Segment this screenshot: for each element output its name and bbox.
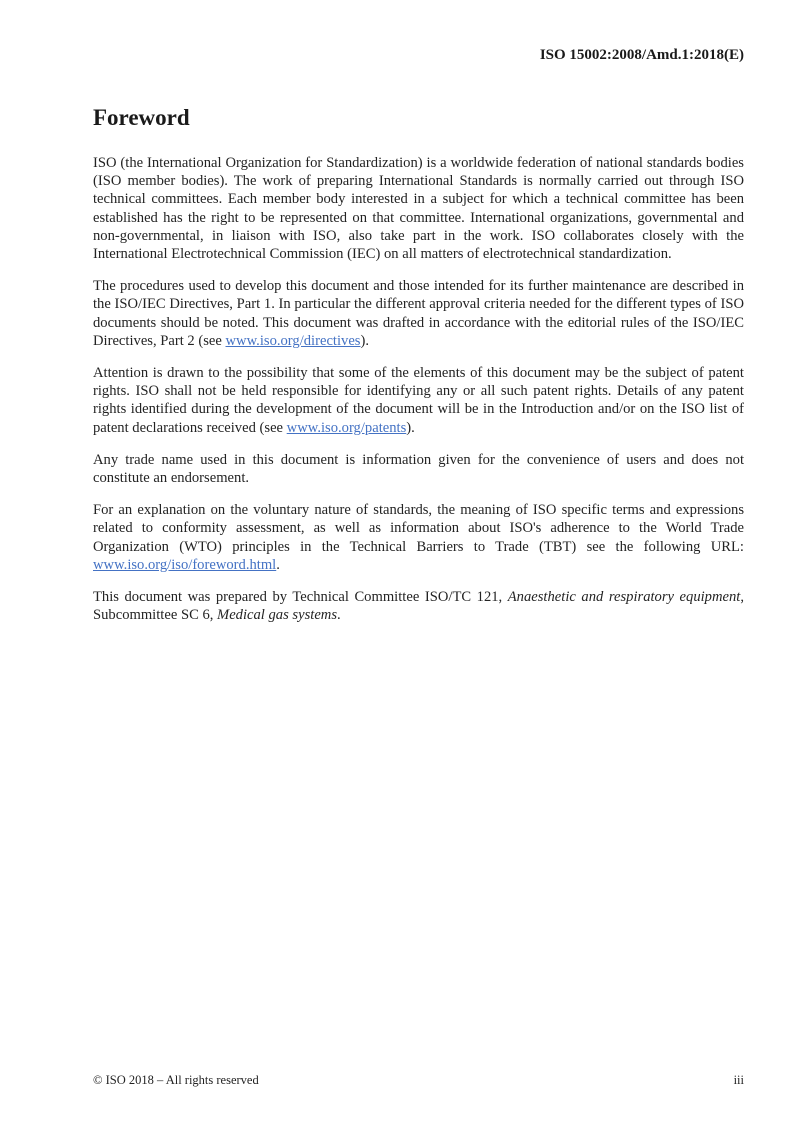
copyright-notice: © ISO 2018 – All rights reserved	[93, 1073, 259, 1087]
paragraph-iso-federation	[93, 154, 744, 263]
committee-name-italic: Anaesthetic and respiratory equipment	[507, 589, 741, 606]
paragraph-text: ).	[406, 419, 415, 436]
paragraph-text: Any trade name used in this document is information given for the convenience of users and does not constitute an endorsement.	[93, 451, 744, 487]
foreword-title: Foreword	[93, 105, 190, 130]
paragraph-trade-name	[93, 451, 744, 487]
page-number: iii	[733, 1073, 744, 1087]
paragraph-wto-explanation	[93, 501, 744, 574]
paragraph-text: Attention is drawn to the possibility that some of the elements of this document may be the subject of patent rights. ISO shall not be held responsible for identifying any or all such patent rights. Details of any patent rights identified during the development of the document will be in the Introduction and/or on the ISO list of patent declarations received (see	[93, 365, 744, 436]
paragraph-text: .	[276, 556, 280, 573]
paragraph-text: This document was prepared by Technical Committee ISO/TC 121,	[93, 589, 508, 606]
paragraph-text: ).	[360, 332, 370, 349]
paragraph-text: For an explanation on the voluntary nature of standards, the meaning of ISO specific terms and expressions related to conformity assessment, as well as information about ISO's adherence to the World Trade Organization (WTO) principles in the Technical Barriers to Trade (TBT) see the following URL:	[93, 502, 744, 555]
paragraph-procedures	[93, 277, 744, 350]
subcommittee-name-italic: Medical gas systems	[217, 607, 338, 624]
directives-link[interactable]: www.iso.org/directives	[225, 332, 361, 349]
foreword-url-link[interactable]: www.iso.org/iso/foreword.html	[93, 556, 277, 573]
paragraph-committee	[93, 588, 744, 624]
document-header	[93, 46, 744, 65]
patents-link[interactable]: www.iso.org/patents	[286, 419, 407, 436]
paragraph-text: The procedures used to develop this document and those intended for its further maintenance are described in the ISO/IEC Directives, Part 1. In particular the different approval criteria needed for the different types of ISO documents should be noted. This document was drafted in accordance with the editorial rules of the ISO/IEC Directives, Part 2 (see	[93, 278, 744, 349]
paragraph-patent-rights	[93, 364, 744, 437]
paragraph-text: ISO (the International Organization for Standardization) is a worldwide federation of national standards bodies (ISO member bodies). The work of preparing International Standards is normally carried out through ISO technical committees. Each member body interested in a subject for which a technical committee has been established has the right to be represented on that committee. International organizations, governmental and non-governmental, in liaison with ISO, also take part in the work. ISO collaborates closely with the International Electrotechnical Commission (IEC) on all matters of electrotechnical standardization.	[93, 155, 744, 263]
document-reference: ISO 15002:2008/Amd.1:2018(E)	[539, 47, 744, 63]
document-footer	[93, 1072, 744, 1088]
foreword-section	[93, 104, 744, 638]
paragraph-text: , Subcommittee SC 6,	[93, 589, 745, 624]
paragraph-text: .	[337, 607, 341, 624]
